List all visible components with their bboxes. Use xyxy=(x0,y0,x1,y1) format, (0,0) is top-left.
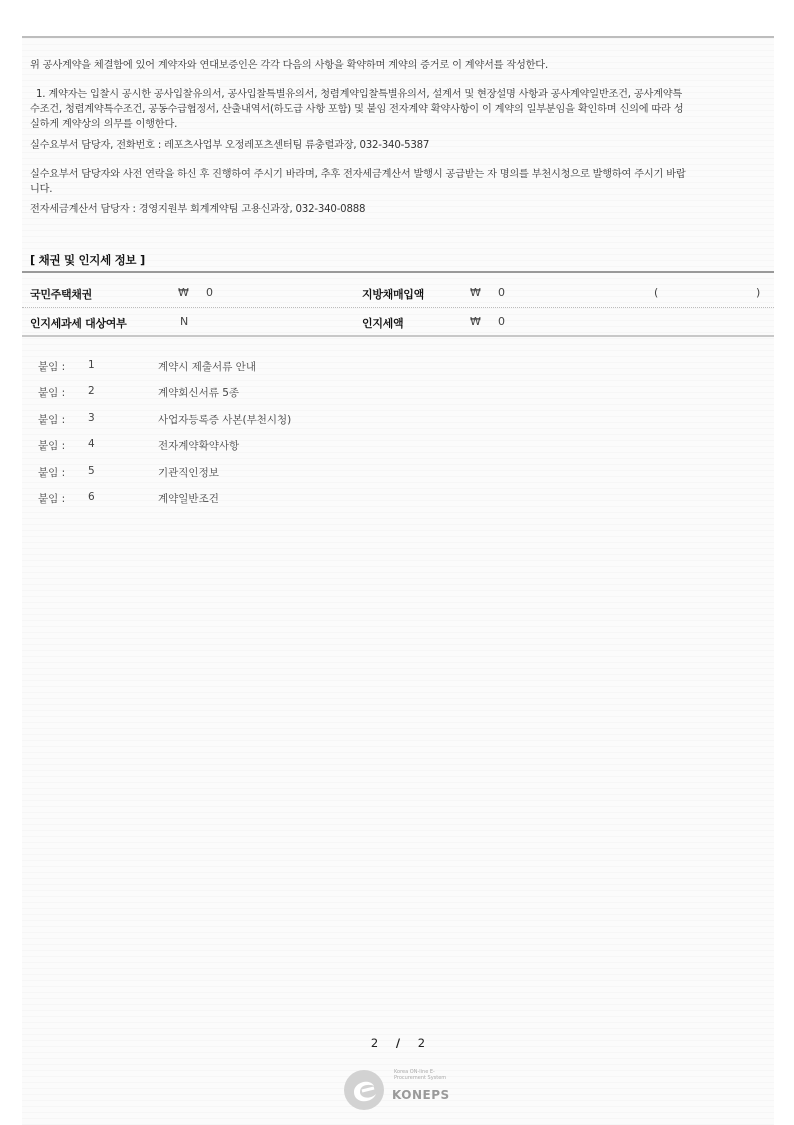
article-1-line-3: 실하게 계약상의 의무를 이행한다. xyxy=(30,119,178,130)
local-bond-value: 0 xyxy=(498,286,505,299)
housing-bond-label: 국민주택채권 xyxy=(30,288,92,301)
stamp-tax-target-value: N xyxy=(180,315,189,328)
attachment-label: 붙임 : xyxy=(38,361,66,373)
einvoice-contact: 전자세금계산서 담당자 : 경영지원부 회계계약팀 고용신과장, 032-340-0888 xyxy=(30,204,366,215)
housing-bond-currency: ₩ xyxy=(178,286,189,299)
attachment-item xyxy=(22,385,774,405)
current-page: 2 xyxy=(370,1036,379,1050)
attachment-item xyxy=(22,491,774,511)
attachment-number: 1 xyxy=(88,359,95,371)
koneps-wordmark: KONEPS xyxy=(392,1088,450,1102)
koneps-emblem-icon xyxy=(340,1064,390,1114)
stamp-tax-value: 0 xyxy=(498,315,505,328)
attachment-label: 붙임 : xyxy=(38,387,66,399)
bond-section-title: [ 채권 및 인지세 정보 ] xyxy=(30,253,145,267)
page-separator: / xyxy=(395,1036,401,1050)
local-bond-currency: ₩ xyxy=(470,286,481,299)
attachment-label: 붙임 : xyxy=(38,467,66,479)
attachment-title: 기관직인정보 xyxy=(158,467,219,479)
attachment-number: 4 xyxy=(88,438,95,450)
article-1-line-1: 1. 계약자는 입찰시 공시한 공사입찰유의서, 공사입찰특별유의서, 청렴계약입찰특별유의서, 설계서 및 현장설명 사항과 공사계약일반조건, 공사계약특 xyxy=(36,89,683,100)
attachment-item xyxy=(22,465,774,485)
stamp-tax-target-label: 인지세과세 대상여부 xyxy=(30,317,127,330)
attachment-label: 붙임 : xyxy=(38,414,66,426)
paren-open: ( xyxy=(654,286,659,299)
koneps-subtitle: Korea ON-line E-Procurement System xyxy=(394,1069,447,1081)
stamp-tax-currency: ₩ xyxy=(470,315,481,328)
staff-contact: 실수요부서 담당자, 전화번호 : 레포츠사업부 오정레포츠센터팀 류충렬과장, 032-340-5387 xyxy=(30,140,430,151)
koneps-logo xyxy=(340,1064,456,1114)
attachment-title: 계약일반조건 xyxy=(158,493,219,505)
attachment-title: 계약회신서류 5종 xyxy=(158,387,240,399)
attachment-title: 전자계약확약사항 xyxy=(158,440,240,452)
section-rule xyxy=(22,271,774,273)
attachment-number: 2 xyxy=(88,385,95,397)
einvoice-line-2: 니다. xyxy=(30,184,53,195)
attachment-item xyxy=(22,438,774,458)
page-indicator xyxy=(22,1036,774,1050)
attachment-title: 사업자등록증 사본(부천시청) xyxy=(158,414,292,426)
stamp-tax-label: 인지세액 xyxy=(362,317,404,330)
attachment-number: 6 xyxy=(88,491,95,503)
total-pages: 2 xyxy=(417,1036,426,1050)
einvoice-line-1: 실수요부서 담당자와 사전 연락을 하신 후 진행하여 주시기 바라며, 추후 전자세금계산서 발행시 공급받는 자 명의를 부천시청으로 발행하여 주시기 바랍 xyxy=(30,169,686,180)
document-page xyxy=(22,36,774,1125)
attachment-item xyxy=(22,412,774,432)
attachment-number: 3 xyxy=(88,412,95,424)
local-bond-label: 지방채매입액 xyxy=(362,288,424,301)
bond-row-2 xyxy=(22,310,774,337)
attachment-label: 붙임 : xyxy=(38,493,66,505)
article-1-line-2: 수조건, 청렴계약특수조건, 공동수급협정서, 산출내역서(하도급 사항 포함) 및 붙임 전자계약 확약사항이 이 계약의 일부분임을 확인하며 신의에 따라 성 xyxy=(30,104,684,115)
attachment-item xyxy=(22,359,774,379)
article-1-paragraph xyxy=(30,87,766,132)
housing-bond-value: 0 xyxy=(206,286,213,299)
intro-paragraph: 위 공사계약을 체결함에 있어 계약자와 연대보증인은 각각 다음의 사항을 확약하며 계약의 증거로 이 계약서를 작성한다. xyxy=(30,60,548,71)
einvoice-paragraph xyxy=(30,167,766,197)
bond-row-1 xyxy=(22,281,774,308)
paren-close: ) xyxy=(756,286,761,299)
attachment-title: 계약시 제출서류 안내 xyxy=(158,361,256,373)
attachment-number: 5 xyxy=(88,465,95,477)
attachment-label: 붙임 : xyxy=(38,440,66,452)
